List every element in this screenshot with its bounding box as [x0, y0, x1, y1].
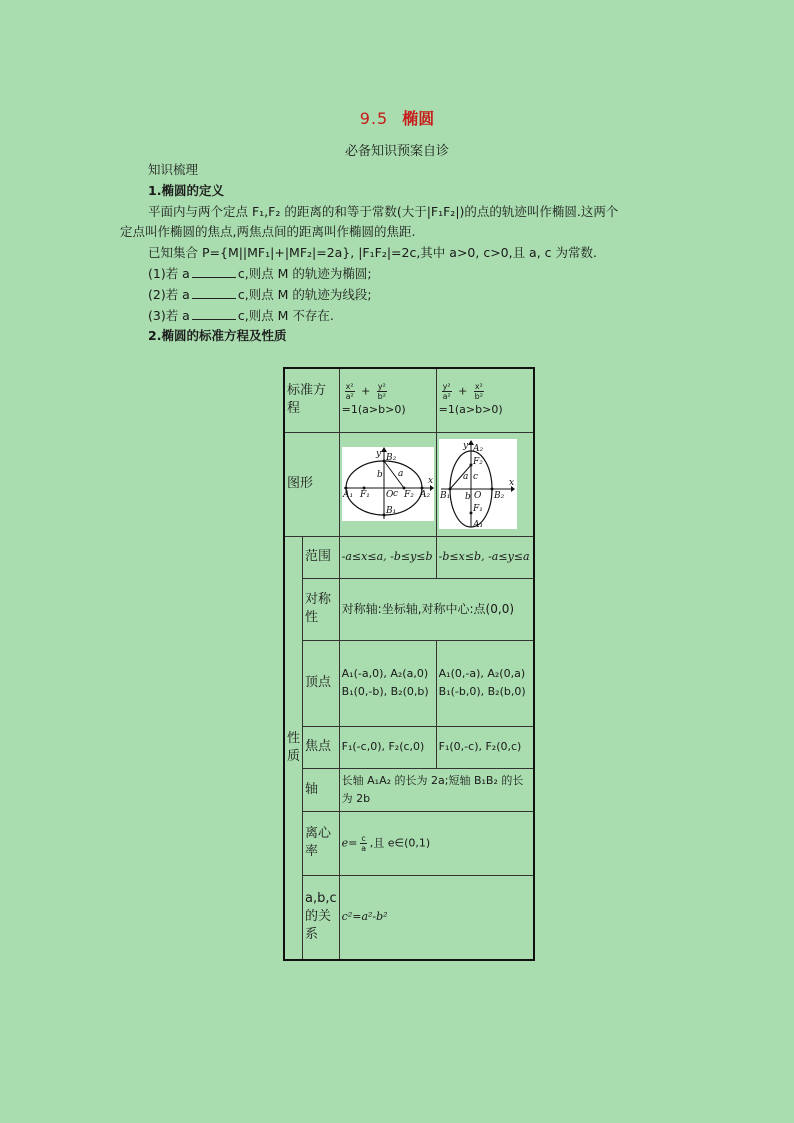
svg-text:O: O: [473, 491, 482, 501]
equation-condition: =1(a>b>0): [438, 402, 503, 416]
row-symmetry: [284, 578, 534, 640]
ecc-suffix: ,且 e∈(0,1): [369, 836, 431, 849]
case-2-suffix: c,则点 M 的轨迹为线段;: [237, 287, 372, 302]
figure-horizontal-cell: [339, 432, 436, 536]
svg-text:x: x: [508, 478, 514, 488]
section-subtitle: 必备知识预案自诊: [344, 144, 449, 159]
plus-sign: +: [361, 384, 371, 398]
svg-text:F₁: F₁: [472, 504, 483, 514]
vertical-ellipse-figure: [439, 439, 517, 529]
svg-text:y: y: [375, 449, 381, 459]
answer-blank-1[interactable]: [192, 265, 236, 278]
svg-text:B₂: B₂: [385, 453, 396, 463]
vertex-v-b: B₁(-b,0), B₂(b,0): [438, 685, 526, 698]
frac-y2-b2: $\frac{\text{y²}}{\text{b²}}$: [377, 381, 386, 401]
vertex-vertical: [436, 640, 534, 726]
frac-y2-a2: $\frac{\text{y²}}{\text{a²}}$: [442, 381, 451, 401]
vertex-h-b: B₁(0,-b), B₂(0,b): [341, 685, 429, 698]
vertex-v-a: A₁(0,-a), A₂(0,a): [438, 667, 526, 680]
svg-text:x: x: [427, 476, 433, 486]
equation-horizontal: [339, 368, 436, 432]
case-3: [148, 306, 334, 326]
label-abc-relation: a,b,c的关系: [303, 875, 340, 960]
label-range: 范围: [303, 536, 340, 578]
definition-line-2: 定点叫作椭圆的焦点,两焦点间的距离叫作椭圆的焦距.: [120, 224, 416, 239]
svg-text:O: O: [385, 490, 394, 500]
range-horizontal: -a≤x≤a, -b≤y≤b: [339, 536, 436, 578]
focus-vertical: F₁(0,-c), F₂(0,c): [436, 726, 534, 768]
abc-relation-value: c²=a²-b²: [339, 875, 534, 960]
row-focus: [284, 726, 534, 768]
svg-text:A₁: A₁: [342, 490, 353, 500]
label-figure: 图形: [284, 432, 339, 536]
label-axis: 轴: [303, 768, 340, 811]
case-1: [148, 264, 372, 284]
svg-text:b: b: [464, 492, 471, 502]
frac-c-a: $\frac{c}{a}$: [361, 833, 367, 853]
definition-title: 1.椭圆的定义: [148, 183, 224, 198]
plus-sign: +: [458, 384, 468, 398]
svg-text:B₂: B₂: [493, 491, 504, 501]
frac-x2-a2: $\frac{\text{x²}}{\text{a²}}$: [345, 381, 354, 401]
svg-text:B₁: B₁: [385, 506, 396, 516]
case-2-prefix: (2)若 a: [148, 287, 190, 302]
set-definition: 已知集合 P={M||MF₁|+|MF₂|=2a}, |F₁F₂|=2c,其中 a>0, c>0,且 a, c 为常数.: [148, 245, 597, 260]
answer-blank-3[interactable]: [192, 307, 236, 320]
figure-vertical-cell: [436, 432, 534, 536]
svg-text:F₂: F₂: [472, 457, 483, 467]
row-eccentricity: [284, 811, 534, 875]
label-eccentricity: 离心率: [303, 811, 340, 875]
row-range: [284, 536, 534, 578]
svg-text:B₁: B₁: [439, 491, 450, 501]
symmetry-value: 对称轴:坐标轴,对称中心:点(0,0): [339, 578, 534, 640]
row-axis: [284, 768, 534, 811]
focus-horizontal: F₁(-c,0), F₂(c,0): [339, 726, 436, 768]
svg-text:F₂: F₂: [403, 490, 414, 500]
svg-text:A₂: A₂: [472, 444, 483, 454]
frac-x2-b2: $\frac{\text{x²}}{\text{b²}}$: [474, 381, 483, 401]
label-properties: 性质: [284, 536, 303, 960]
svg-text:F₁: F₁: [359, 490, 370, 500]
label-symmetry: 对称性: [303, 578, 340, 640]
row-abc-relation: [284, 875, 534, 960]
definition-line-1: 平面内与两个定点 F₁,F₂ 的距离的和等于常数(大于|F₁F₂|)的点的轨迹叫作椭圆.这两个: [148, 204, 619, 219]
svg-text:c: c: [472, 472, 478, 482]
svg-text:a: a: [462, 472, 469, 482]
section-title: 椭圆: [402, 109, 435, 128]
svg-text:b: b: [376, 470, 383, 480]
label-focus: 焦点: [303, 726, 340, 768]
answer-blank-2[interactable]: [192, 286, 236, 299]
ellipse-properties-table: [283, 367, 535, 961]
svg-text:A₂: A₂: [419, 490, 430, 500]
range-vertical: -b≤x≤b, -a≤y≤a: [436, 536, 534, 578]
svg-text:c: c: [392, 489, 398, 499]
case-3-prefix: (3)若 a: [148, 308, 190, 323]
vertex-h-a: A₁(-a,0), A₂(a,0): [341, 667, 429, 680]
label-vertex: 顶点: [303, 640, 340, 726]
heading-knowledge: 知识梳理: [148, 162, 199, 177]
row-standard-equation: [284, 368, 534, 432]
case-3-suffix: c,则点 M 不存在.: [237, 308, 334, 323]
row-vertex: [284, 640, 534, 726]
case-1-suffix: c,则点 M 的轨迹为椭圆;: [237, 266, 372, 281]
equation-condition: =1(a>b>0): [341, 402, 406, 416]
section-number: 9.5: [359, 109, 389, 128]
ecc-prefix: e=: [341, 836, 358, 849]
horizontal-ellipse-figure: [342, 447, 434, 521]
svg-text:y: y: [462, 441, 468, 451]
svg-text:A₁: A₁: [472, 520, 483, 529]
table-title: 2.椭圆的标准方程及性质: [148, 328, 287, 343]
case-1-prefix: (1)若 a: [148, 266, 190, 281]
label-standard-equation: 标准方程: [284, 368, 339, 432]
vertex-horizontal: [339, 640, 436, 726]
case-2: [148, 285, 372, 305]
equation-vertical: [436, 368, 534, 432]
svg-text:a: a: [397, 469, 404, 479]
page-title: [0, 106, 794, 129]
eccentricity-value: [339, 811, 534, 875]
row-figure: [284, 432, 534, 536]
axis-value: 长轴 A₁A₂ 的长为 2a;短轴 B₁B₂ 的长为 2b: [339, 768, 534, 811]
